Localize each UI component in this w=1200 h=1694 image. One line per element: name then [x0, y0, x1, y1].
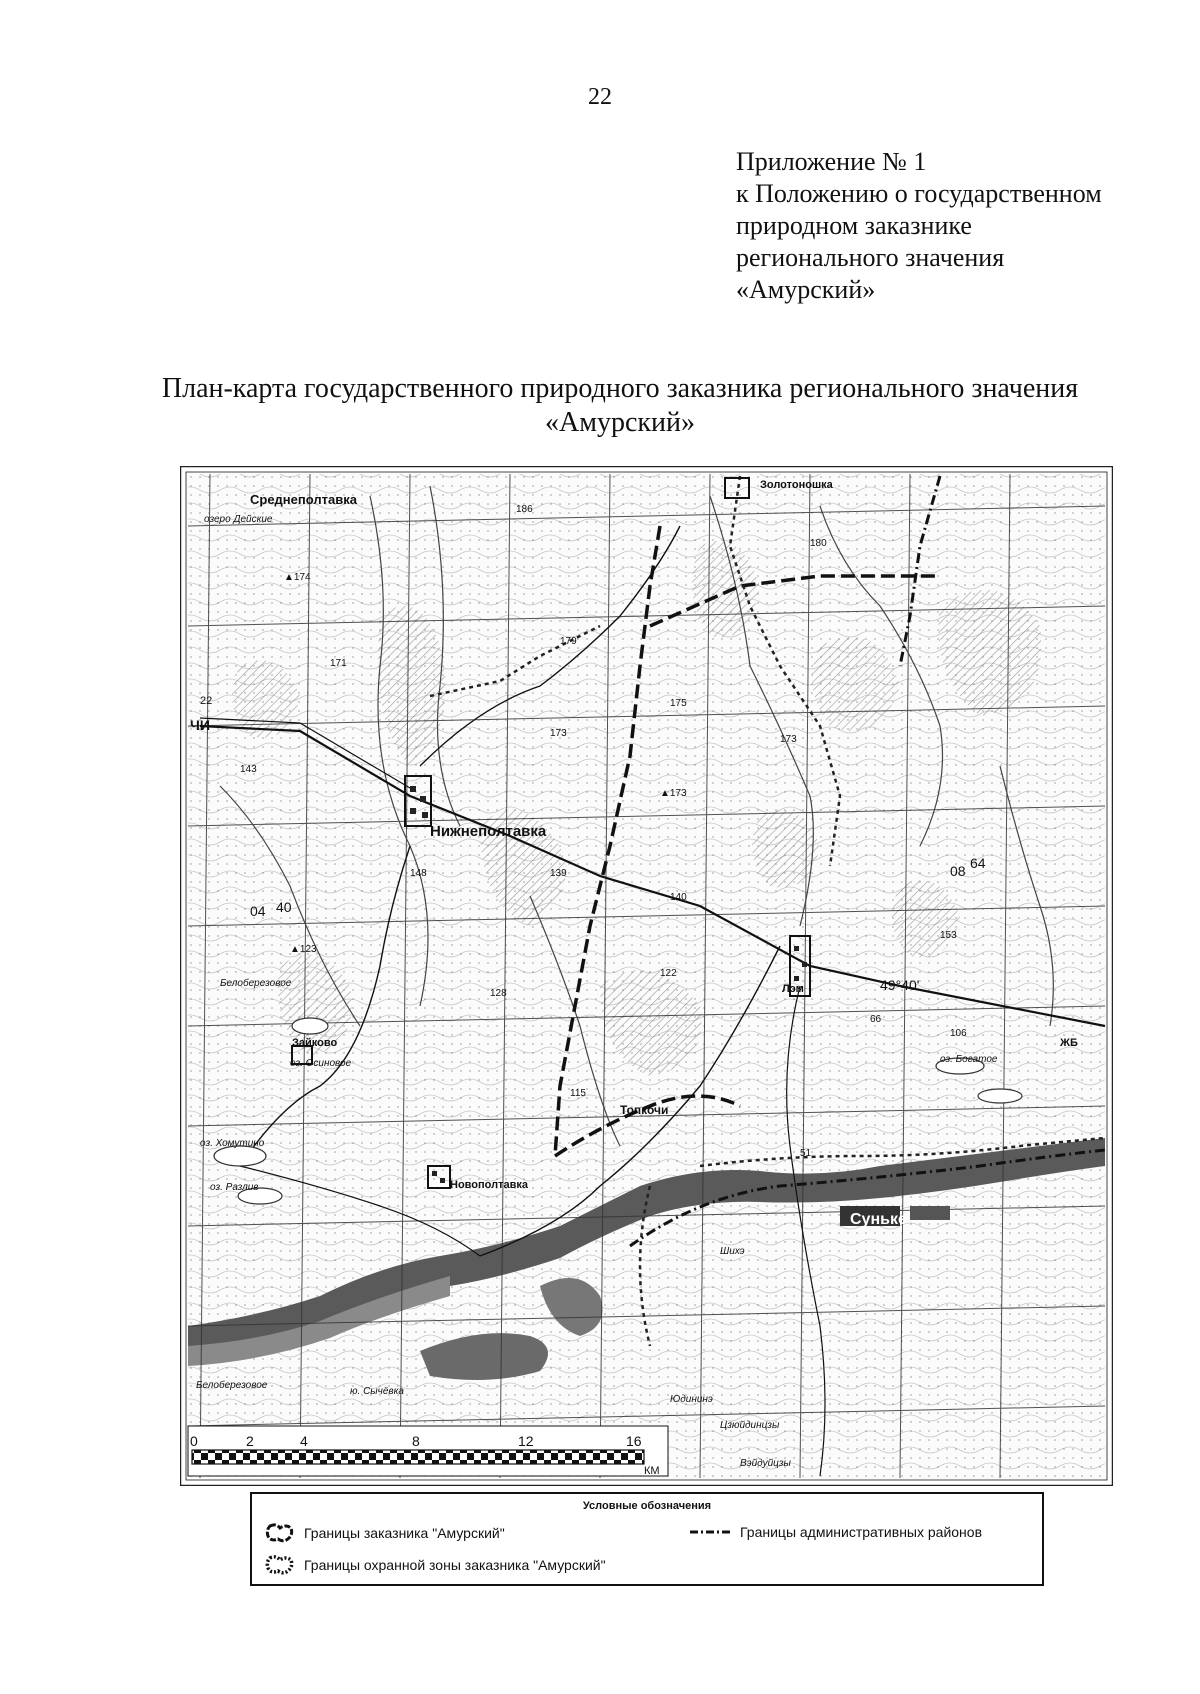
height-122: 122 — [660, 968, 677, 979]
label-nizhnepoltavka: Нижнеполтавка — [430, 823, 547, 840]
scale-tick-2: 2 — [246, 1433, 254, 1449]
scale-bar — [188, 1426, 668, 1477]
scale-unit: КМ — [644, 1465, 660, 1477]
legend-label: Границы охранной зоны заказника "Амурский" — [304, 1557, 606, 1573]
label-lake-bogatoe: оз. Богатое — [940, 1054, 998, 1065]
scale-tick-16: 16 — [626, 1433, 642, 1449]
appendix-line: Приложение № 1 — [736, 147, 927, 176]
height-51: 51 — [800, 1148, 812, 1159]
label-sunke: Суньке — [850, 1211, 907, 1228]
legend-item-protective-zone — [264, 1554, 606, 1576]
appendix-header — [736, 146, 1176, 306]
label-lake-deyskie: озеро Дейские — [204, 514, 273, 525]
label-zolotonoshka: Золотоношка — [760, 479, 833, 491]
label-toykoichi: Топкочи — [620, 1103, 669, 1117]
height-173a: 173 — [550, 728, 567, 739]
label-belobereyozovo: Белоберезовое — [220, 978, 292, 989]
height-140: 140 — [670, 892, 687, 903]
appendix-line: к Положению о государственном — [736, 179, 1102, 208]
height-179: 179 — [560, 636, 577, 647]
grid-label-08: 08 — [950, 863, 966, 879]
label-yudinin: Юдининэ — [670, 1394, 713, 1405]
label-sychevka: ю. Сычёвка — [350, 1386, 404, 1397]
scale-tick-8: 8 — [412, 1433, 420, 1449]
label-chi: ЧИ — [190, 717, 210, 733]
legend-label: Границы административных районов — [740, 1524, 983, 1540]
label-zhb: ЖБ — [1060, 1037, 1078, 1049]
label-lake-osinovoe: оз. Осиновое — [290, 1058, 352, 1069]
height-174: ▲174 — [284, 572, 311, 583]
label-vayduy: Вэйдуйцзы — [740, 1458, 791, 1469]
grid-label-04: 04 — [250, 903, 266, 919]
label-lake-razlive: оз. Разлив — [210, 1182, 259, 1193]
legend-item-reserve-boundary — [264, 1522, 505, 1544]
appendix-line: регионального значения — [736, 243, 1005, 272]
title-line-1: План-карта государственного природного заказника регионального значения — [161, 373, 1079, 404]
height-180: 180 — [810, 538, 827, 549]
scale-tick-4: 4 — [300, 1433, 308, 1449]
scale-tick-0: 0 — [190, 1433, 198, 1449]
height-106: 106 — [950, 1028, 967, 1039]
label-srednepoltavka: Среднеполтавка — [250, 492, 357, 507]
height-175: 175 — [670, 698, 687, 709]
grid-label-lat: 49°40' — [880, 977, 920, 993]
scale-tick-12: 12 — [518, 1433, 534, 1449]
height-123: ▲123 — [290, 944, 317, 955]
protective-zone-icon — [264, 1554, 296, 1576]
height-171: 171 — [330, 658, 347, 669]
reserve-boundary-icon — [264, 1522, 296, 1544]
grid-label-22: 22 — [200, 695, 213, 707]
height-186: 186 — [516, 504, 533, 515]
label-lyn: Лэм — [782, 983, 804, 995]
appendix-line: «Амурский» — [736, 275, 876, 304]
page-number: 22 — [588, 84, 612, 110]
height-115: 115 — [570, 1088, 586, 1099]
label-belobereyozov-lake: Белоберезовое — [196, 1380, 268, 1391]
map-legend — [250, 1492, 1044, 1586]
height-148: 148 — [410, 868, 427, 879]
height-173c: 173 — [780, 734, 797, 745]
grid-label-40: 40 — [276, 899, 292, 915]
legend-title: Условные обозначения — [582, 1500, 712, 1512]
legend-item-district-boundary — [688, 1524, 982, 1540]
label-lake-khomutinoe: оз. Хомутино — [200, 1138, 265, 1149]
grid-label-64: 64 — [970, 855, 986, 871]
title-line-2: «Амурский» — [545, 407, 695, 438]
document-title — [120, 372, 1120, 440]
height-139: 139 — [550, 868, 567, 879]
legend-label: Границы заказника "Амурский" — [304, 1525, 505, 1541]
height-143: 143 — [240, 764, 257, 775]
label-zaykovo: Зайково — [292, 1037, 338, 1049]
label-shih: Шихэ — [720, 1246, 745, 1257]
height-66: 66 — [870, 1014, 882, 1025]
height-128: 128 — [490, 988, 507, 999]
height-173b: ▲173 — [660, 788, 687, 799]
label-tszyn: Цзюйдинцзы — [720, 1420, 780, 1431]
appendix-line: природном заказнике — [736, 211, 972, 240]
district-boundary-icon — [688, 1525, 732, 1539]
label-novopoltavka: Новополтавка — [450, 1179, 528, 1191]
height-153: 153 — [940, 930, 957, 941]
map-frame[interactable] — [180, 466, 1113, 1486]
